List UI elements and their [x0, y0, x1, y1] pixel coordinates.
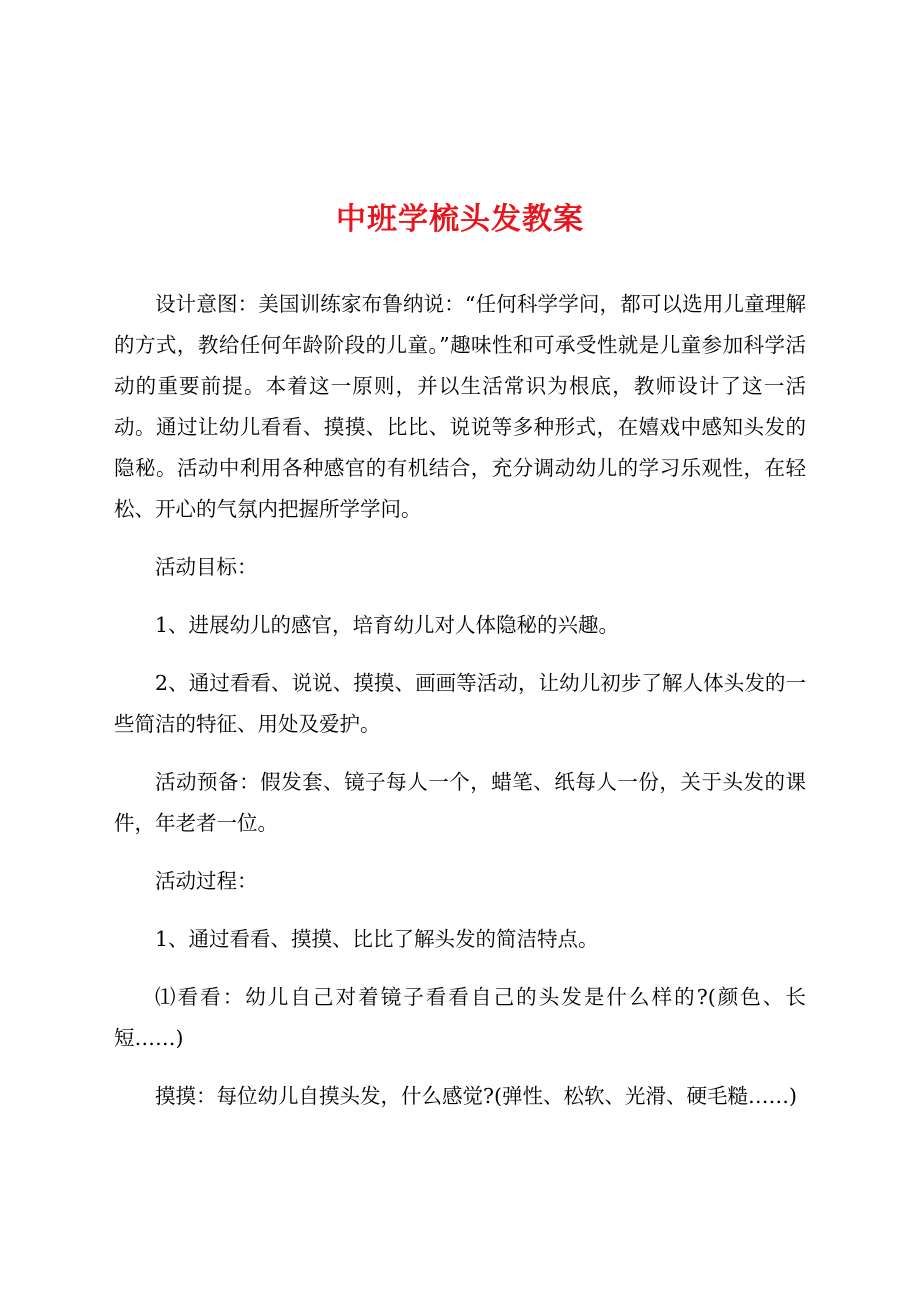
- paragraph-preparation: 活动预备：假发套、镜子每人一个，蜡笔、纸每人一份，关于头发的课件，年老者一位。: [114, 770, 806, 835]
- paragraph-goal-2: 2、通过看看、说说、摸摸、画画等活动，让幼儿初步了解人体头发的一些简洁的特征、用处及爱护。: [114, 671, 806, 736]
- document-title: 中班学梳头发教案: [336, 202, 584, 237]
- paragraph-touch: 摸摸：每位幼儿自摸头发，什么感觉?(弹性、松软、光滑、硬毛糙……): [155, 1084, 797, 1108]
- paragraph-process-step-1: 1、通过看看、摸摸、比比了解头发的简洁特点。: [155, 927, 599, 951]
- paragraph-process-heading: 活动过程：: [155, 869, 258, 893]
- paragraph-design-intent: 设计意图：美国训练家布鲁纳说：“任何科学学问，都可以选用儿童理解的方式，教给任何年龄阶段的儿童。”趣味性和可承受性就是儿童参加科学活动的重要前提。本着这一原则，并以生活常识为根底，教师设计了这一活动。通过让幼儿看看、摸摸、比比、说说等多种形式，在嬉戏中感知头发的隐秘。活动中利用各种感官的有机结合，充分调动幼儿的学习乐观性，在轻松、开心的气氛内把握所学学问。: [114, 292, 806, 521]
- paragraph-goal-1: 1、进展幼儿的感官，培育幼儿对人体隐秘的兴趣。: [155, 613, 620, 637]
- paragraph-look: ⑴看看：幼儿自己对着镜子看看自己的头发是什么样的?(颜色、长短……): [114, 985, 806, 1050]
- paragraph-goals-heading: 活动目标：: [155, 555, 258, 579]
